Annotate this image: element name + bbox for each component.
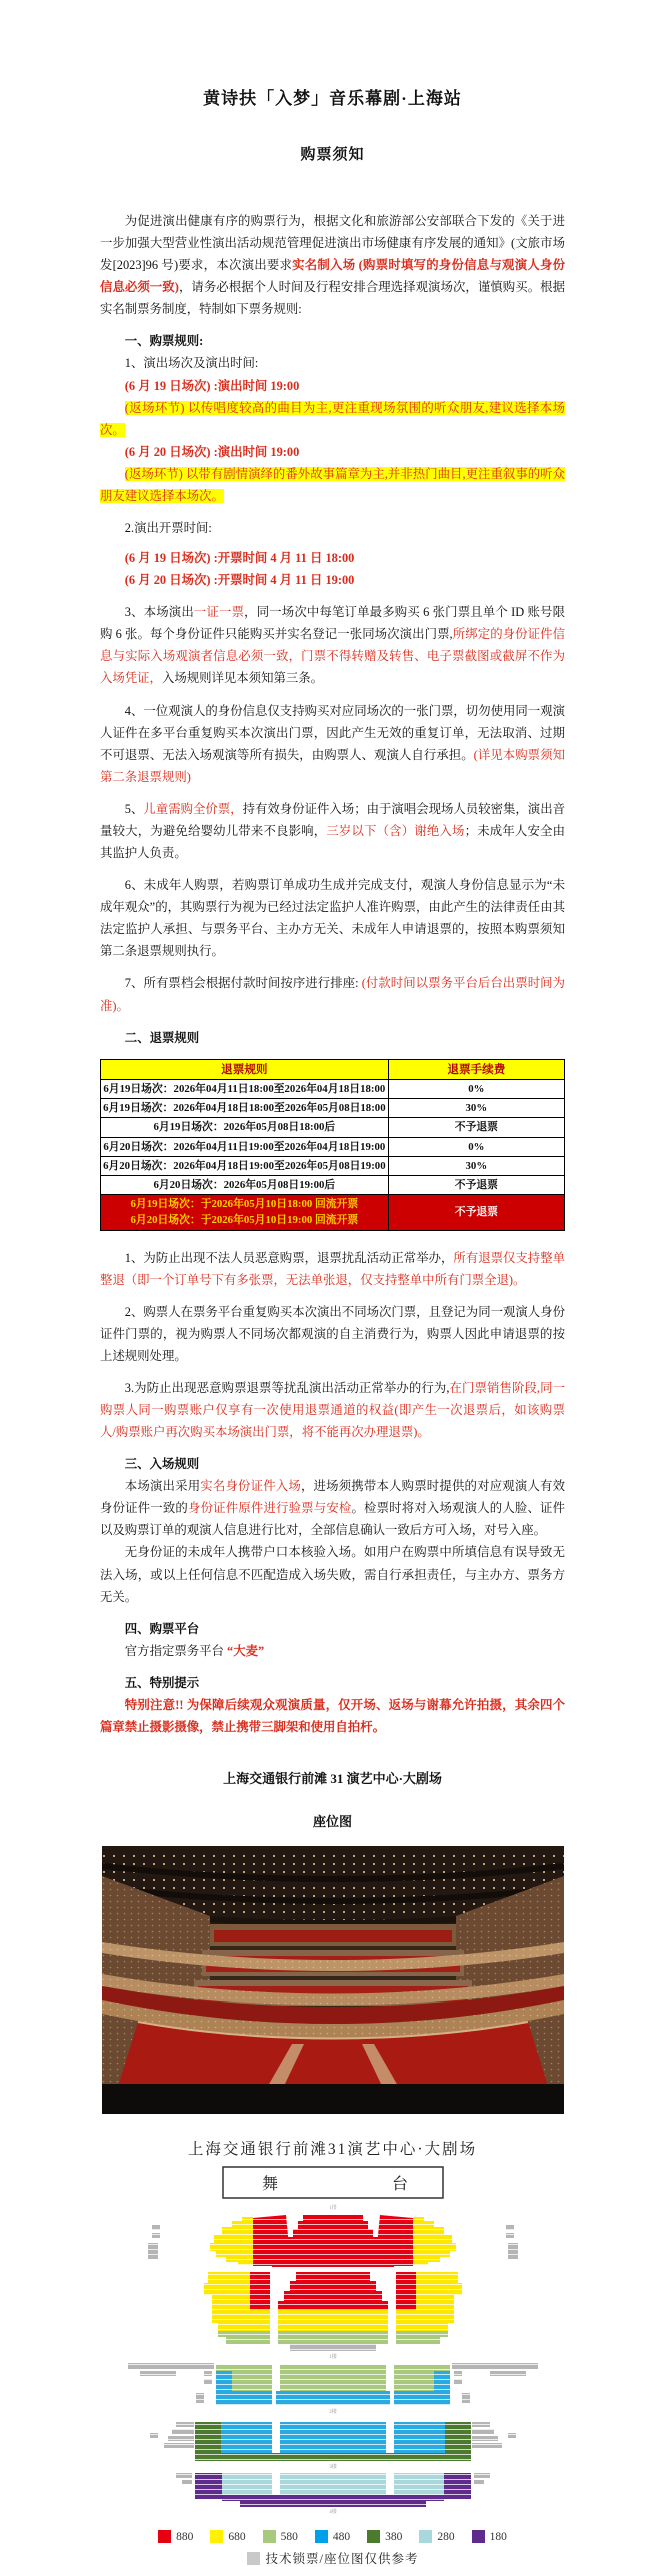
section1-heading: 一、购票规则: [124, 334, 204, 349]
seat-map-diagram [100, 2165, 565, 2517]
intro-realname-highlight: 实名制入场 (购票时填写的身份信息与观演人身份信息必须一致) [100, 258, 565, 295]
s3-paragraph2: 无身份证的未成年人携带户口本核验入场。如用户在购票中所填信息有误导致无法入场，或以上任何信息不匹配造成入场失败，需自行承担责任，与主办方、票务方无关。 [100, 1545, 565, 1604]
damai-platform: “大麦” [227, 1643, 265, 1658]
intro-text: 为促进演出健康有序的购票行为，根据文化和旅游部公安部联合下发的《关于进一步加强大型营业性演出活动规范管理促进演出市场健康有序发展的通知》(文旅市场发[2023]96 号)要求，本次演出要求 [100, 214, 565, 273]
swatch-680 [210, 2530, 223, 2543]
one-id-one-ticket: 一证一票 [193, 605, 245, 620]
s1-item7: 7、所有票档会根据付款时间按序进行排座: (付款时间以票务平台后台出票时间为准)。 [100, 976, 565, 1013]
s4-paragraph: 官方指定票务平台 “大麦” [124, 1643, 265, 1658]
legend-item: 380 [367, 2530, 402, 2543]
s1-sale1: (6 月 19 日场次) :开票时间 4 月 11 日 18:00 [124, 551, 355, 566]
theater-photo [102, 1846, 564, 2119]
s1-show2: (6 月 20 日场次) :演出时间 19:00 [124, 444, 300, 459]
section5-heading: 五、特别提示 [124, 1675, 200, 1690]
intro-text-tail: ，请务必根据个人时间及行程安排合理选择观演场次，谨慎购买。根据实名制票务制度，特制如下票务规则: [100, 280, 565, 317]
s1-item1-label: 1、演出场次及演出时间: [124, 356, 259, 371]
legend-note [100, 2549, 565, 2567]
s1-item6: 6、未成年人购票，若购票订单成功生成并完成支付，观演人身份信息显示为“未成年观众”的，其购票行为视为已经过法定监护人准许购票，由此产生的法律责任由其法定监护人承担、与票务平台、主办方无关、未成年人申请退票的，按照本购票须知第二条退票规则执行。 [100, 878, 565, 959]
spacer [100, 539, 565, 547]
swatch-880 [158, 2530, 171, 2543]
table-row-resale: 6月19日场次：于2026年05月10日18:00 回流开票 6月20日场次：于2026年05月10日19:00 回流开票 不予退票 [101, 1195, 565, 1230]
legend-item: 580 [263, 2530, 298, 2543]
s1-item2-label: 2.演出开票时间: [124, 521, 212, 536]
s1-show1: (6 月 19 日场次) :演出时间 19:00 [124, 378, 300, 393]
tier3-label: 3楼 [329, 2465, 337, 2471]
table-row: 6月19日场次：2026年05月08日18:00后 不予退票 [101, 1118, 565, 1137]
swatch-280 [419, 2530, 432, 2543]
show1-note-highlight: (返场环节) 以传唱度较高的曲目为主,更注重现场氛围的听众朋友,建议选择本场次。 [100, 400, 565, 437]
swatch-180 [472, 2530, 485, 2543]
intro-paragraph [100, 210, 565, 320]
theater-photo-illustration [102, 1846, 564, 2114]
s2-item1: 1、为防止出现不法人员恶意购票，退票扰乱活动正常举办，所有退票仅支持整单整退（即一个订单号下有多张票，无法单张退，仅支持整单中所有门票全退)。 [100, 1250, 565, 1287]
page-subtitle: 购票须知 [300, 147, 365, 163]
table-row: 6月19日场次：2026年04月11日18:00至2026年04月18日18:00 0% [101, 1080, 565, 1099]
section4-heading: 四、购票平台 [124, 1621, 200, 1636]
tier2-label: 2楼 [329, 2410, 337, 2416]
tier1-label: 1楼 [329, 2355, 337, 2361]
legend-item: 480 [315, 2530, 350, 2543]
swatch-480 [315, 2530, 328, 2543]
tier4-label: 4楼 [329, 2510, 337, 2516]
venue-name: 上海交通银行前滩 31 演艺中心·大剧场 [223, 1771, 442, 1787]
swatch-locked [247, 2552, 260, 2565]
page-title: 黄诗扶「入梦」音乐幕剧·上海站 [203, 89, 462, 108]
children-full-price: 儿童需购全价票， [143, 801, 243, 816]
refund-rule-header: 退票规则 [101, 1059, 389, 1079]
seat-map-block [100, 2137, 565, 2567]
row1-label: 1排 [329, 2206, 337, 2212]
legend-item: 680 [210, 2530, 245, 2543]
legend-note-text: 技术锁票/座位图仅供参考 [265, 2552, 419, 2567]
seatmap-word: 座位图 [312, 1814, 352, 1830]
table-header-row [101, 1059, 565, 1079]
s1-sale2: (6 月 20 日场次) :开票时间 4 月 11 日 19:00 [124, 573, 355, 588]
s1-item3: 3、本场演出一证一票，同一场次中每笔订单最多购买 6 张门票且单个 ID 账号限购 6 张。每个身份证件只能购买并实名登记一张同场次演出门票,所绑定的身份证件信息与实际入场观演者信息必须一致，门票不得转赠及转售、电子票截图或截屏不作为入场凭证，入场规则详见本须知第三条。 [100, 605, 566, 686]
s2-item2: 2、购票人在票务平台重复购买本次演出不同场次门票，且登记为同一观演人身份证件门票的，视为购票人不同场次都观演的自主消费行为，购票人因此申请退票的按上述规则处理。 [100, 1304, 565, 1363]
swatch-380 [367, 2530, 380, 2543]
refund-fee-header: 退票手续费 [388, 1059, 564, 1079]
price-legend [100, 2530, 565, 2543]
s5-warning: 特别注意!! 为保障后续观众观演质量，仅开场、返场与谢幕允许拍摄，其余四个篇章禁止摄影摄像，禁止携带三脚架和使用自拍杆。 [100, 1697, 565, 1735]
legend-item: 180 [472, 2530, 507, 2543]
show2-note-highlight: (返场环节) 以带有剧情演绎的番外故事篇章为主,并非热门曲目,更注重叙事的听众朋友建议选择本场次。 [100, 466, 565, 503]
table-row: 6月20日场次：2026年04月11日19:00至2026年04月18日19:00 0% [101, 1137, 565, 1156]
section3-heading: 三、入场规则 [124, 1457, 200, 1472]
table-row: 6月20日场次：2026年05月08日19:00后 不予退票 [101, 1175, 565, 1194]
section2-heading: 二、退票规则 [124, 1030, 200, 1045]
s1-item5: 5、儿童需购全价票，持有效身份证件入场；由于演唱会现场人员较密集，演出音量较大，为避免给婴幼儿带来不良影响，三岁以下（含）谢绝入场；未成年人安全由其监护人负责。 [100, 801, 566, 861]
s1-show2-note [100, 463, 565, 507]
table-row: 6月19日场次：2026年04月18日18:00至2026年05月08日18:00 30% [101, 1099, 565, 1118]
stage-label-left: 舞 [262, 2176, 279, 2194]
table-row: 6月20日场次：2026年04月18日19:00至2026年05月08日19:00 30% [101, 1156, 565, 1175]
seat-map-caption: 上海交通银行前滩31演艺中心·大剧场 [187, 2141, 478, 2159]
s1-show1-note [100, 397, 565, 441]
s1-item4: 4、一位观演人的身份信息仅支持购买对应同场次的一张门票，切勿使用同一观演人证件在多平台重复购买本次演出门票，因此产生无效的重复订单，无法取消、过期不可退票、无法入场观演等所有损失，由购票人、观演人自行承担。(详见本购票须知第二条退票规则) [100, 703, 565, 784]
s3-paragraph1: 本场演出采用实名身份证件入场，进场须携带本人购票时提供的对应观演人有效身份证件一致的身份证件原件进行验票与安检。检票时将对入场观演人的人脸、证件以及购票订单的观演人信息进行比对，全部信息确认一致后方可入场，对号入座。 [100, 1479, 566, 1538]
under-three-refused: 三岁以下（含）谢绝入场 [326, 823, 465, 838]
refund-table [100, 1059, 565, 1231]
s2-item3: 3.为防止出现恶意购票退票等扰乱演出活动正常举办的行为,在门票销售阶段,同一购票人同一购票账户仅享有一次使用退票通道的权益(即产生一次退票后，如该购票人/购票账户再次购买本场演出门票，将不能再次办理退票)。 [100, 1380, 566, 1440]
stage-box [223, 2167, 443, 2198]
legend-item: 280 [419, 2530, 454, 2543]
swatch-580 [263, 2530, 276, 2543]
stage-label-right: 台 [392, 2176, 409, 2194]
legend-item: 880 [158, 2530, 193, 2543]
